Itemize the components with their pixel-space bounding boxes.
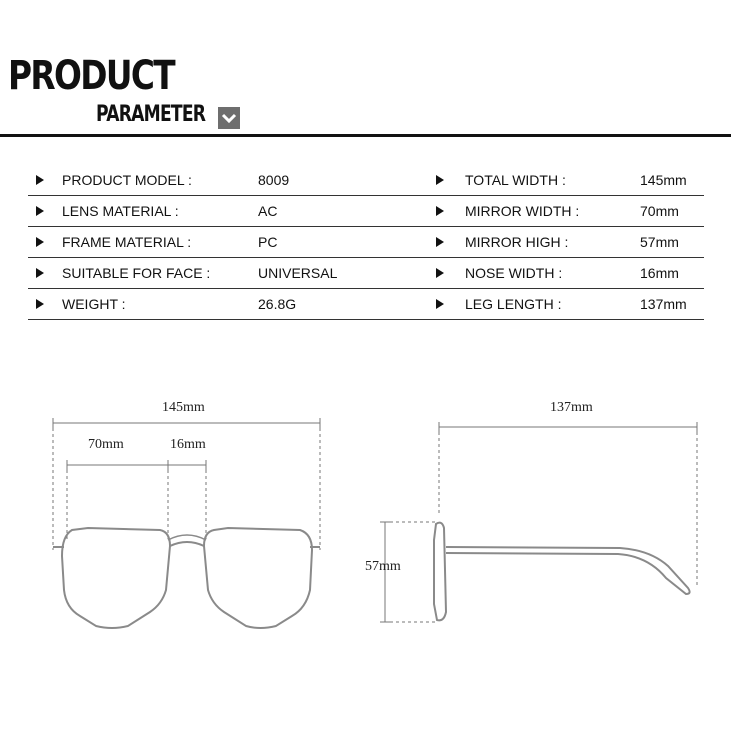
side-lens-height-label: 57mm [365, 559, 401, 574]
param-value: PC [258, 234, 278, 250]
front-nose-width-label: 16mm [170, 437, 206, 452]
glasses-side-icon [434, 523, 690, 621]
param-label: MIRROR WIDTH : [465, 203, 580, 219]
param-value: AC [258, 203, 278, 219]
front-total-width-label: 145mm [162, 400, 205, 415]
param-label: TOTAL WIDTH : [465, 172, 566, 188]
param-value: 137mm [640, 296, 687, 312]
param-value: 70mm [640, 203, 679, 219]
param-label: LEG LENGTH : [465, 296, 562, 312]
param-value: 8009 [258, 172, 290, 188]
glasses-front-icon [53, 528, 320, 628]
side-dimension-lines [380, 422, 697, 622]
param-value: 145mm [640, 172, 687, 188]
param-value: 57mm [640, 234, 679, 250]
param-label: MIRROR HIGH : [465, 234, 569, 250]
param-value: 26.8G [258, 296, 297, 312]
page-subtitle: PARAMETER [96, 102, 206, 127]
param-label: SUITABLE FOR FACE : [62, 265, 211, 281]
param-value: UNIVERSAL [258, 265, 338, 281]
page-title: PRODUCT [8, 53, 175, 99]
param-value: 16mm [640, 265, 679, 281]
param-label: PRODUCT MODEL : [62, 172, 192, 188]
param-label: LENS MATERIAL : [62, 203, 179, 219]
param-label: WEIGHT : [62, 296, 126, 312]
front-lens-width-label: 70mm [88, 437, 124, 452]
side-leg-length-label: 137mm [550, 400, 593, 415]
param-label: FRAME MATERIAL : [62, 234, 192, 250]
param-label: NOSE WIDTH : [465, 265, 563, 281]
